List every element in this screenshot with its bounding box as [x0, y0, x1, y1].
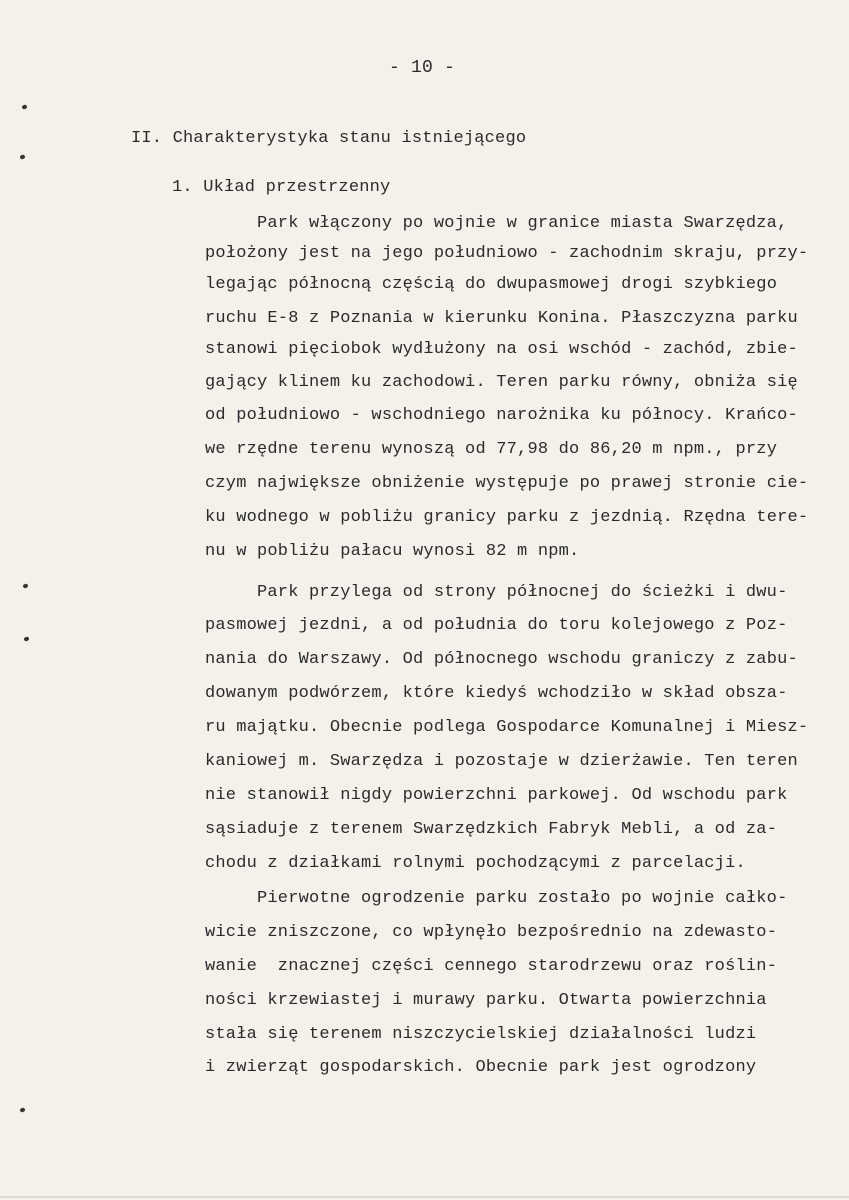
- paragraph-1-line-1: Park włączony po wojnie w granice miasta Swarzędza,: [257, 214, 788, 233]
- margin-mark: [21, 104, 27, 110]
- paragraph-2-line-8: sąsiaduje z terenem Swarzędzkich Fabryk Mebli, a od za-: [205, 820, 778, 839]
- margin-mark: [19, 154, 25, 160]
- page-number: - 10 -: [389, 58, 456, 78]
- paragraph-3-line-2: wicie zniszczone, co wpłynęło bezpośrednio na zdewasto-: [205, 923, 778, 942]
- paragraph-1-line-7: od południowo - wschodniego narożnika ku północy. Krańco-: [205, 406, 798, 425]
- margin-mark: [19, 1107, 25, 1113]
- paragraph-3-line-1: Pierwotne ogrodzenie parku zostało po wojnie całko-: [257, 889, 788, 908]
- paragraph-1-line-6: gający klinem ku zachodowi. Teren parku równy, obniża się: [205, 373, 798, 392]
- paragraph-2-line-9: chodu z działkami rolnymi pochodzącymi z parcelacji.: [205, 854, 746, 873]
- section-title: II. Charakterystyka stanu istniejącego: [131, 129, 527, 148]
- margin-mark: [23, 636, 29, 642]
- paragraph-2-line-3: nania do Warszawy. Od północnego wschodu graniczy z zabu-: [205, 650, 798, 669]
- paragraph-3-line-4: ności krzewiastej i murawy parku. Otwarta powierzchnia: [205, 991, 767, 1010]
- paragraph-1-line-9: czym największe obniżenie występuje po prawej stronie cie-: [205, 474, 809, 493]
- paragraph-1-line-5: stanowi pięciobok wydłużony na osi wschód - zachód, zbie-: [205, 340, 798, 359]
- paragraph-2-line-5: ru majątku. Obecnie podlega Gospodarce Komunalnej i Miesz-: [205, 718, 809, 737]
- paragraph-2-line-2: pasmowej jezdni, a od południa do toru kolejowego z Poz-: [205, 616, 788, 635]
- subsection-title: 1. Układ przestrzenny: [172, 178, 391, 197]
- paragraph-2-line-7: nie stanowił nigdy powierzchni parkowej. Od wschodu park: [205, 786, 788, 805]
- paragraph-3-line-5: stała się terenem niszczycielskiej działalności ludzi: [205, 1025, 757, 1044]
- paragraph-1-line-4: ruchu E-8 z Poznania w kierunku Konina. Płaszczyzna parku: [205, 309, 798, 328]
- paragraph-3-line-6: i zwierząt gospodarskich. Obecnie park jest ogrodzony: [205, 1058, 757, 1077]
- paragraph-2-line-1: Park przylega od strony północnej do ścieżki i dwu-: [257, 583, 788, 602]
- paragraph-1-line-8: we rzędne terenu wynoszą od 77,98 do 86,20 m npm., przy: [205, 440, 778, 459]
- paragraph-3-line-3: wanie znacznej części cennego starodrzewu oraz roślin-: [205, 957, 778, 976]
- margin-mark: [22, 583, 28, 589]
- page-bottom-edge: [0, 1196, 849, 1198]
- paragraph-2-line-6: kaniowej m. Swarzędza i pozostaje w dzierżawie. Ten teren: [205, 752, 798, 771]
- paragraph-1-line-11: nu w pobliżu pałacu wynosi 82 m npm.: [205, 542, 580, 561]
- paragraph-1-line-10: ku wodnego w pobliżu granicy parku z jezdnią. Rzędna tere-: [205, 508, 809, 527]
- paragraph-2-line-4: dowanym podwórzem, które kiedyś wchodziło w skład obsza-: [205, 684, 788, 703]
- paragraph-1-line-2: położony jest na jego południowo - zachodnim skraju, przy-: [205, 244, 809, 263]
- paragraph-1-line-3: legając północną częścią do dwupasmowej drogi szybkiego: [205, 275, 778, 294]
